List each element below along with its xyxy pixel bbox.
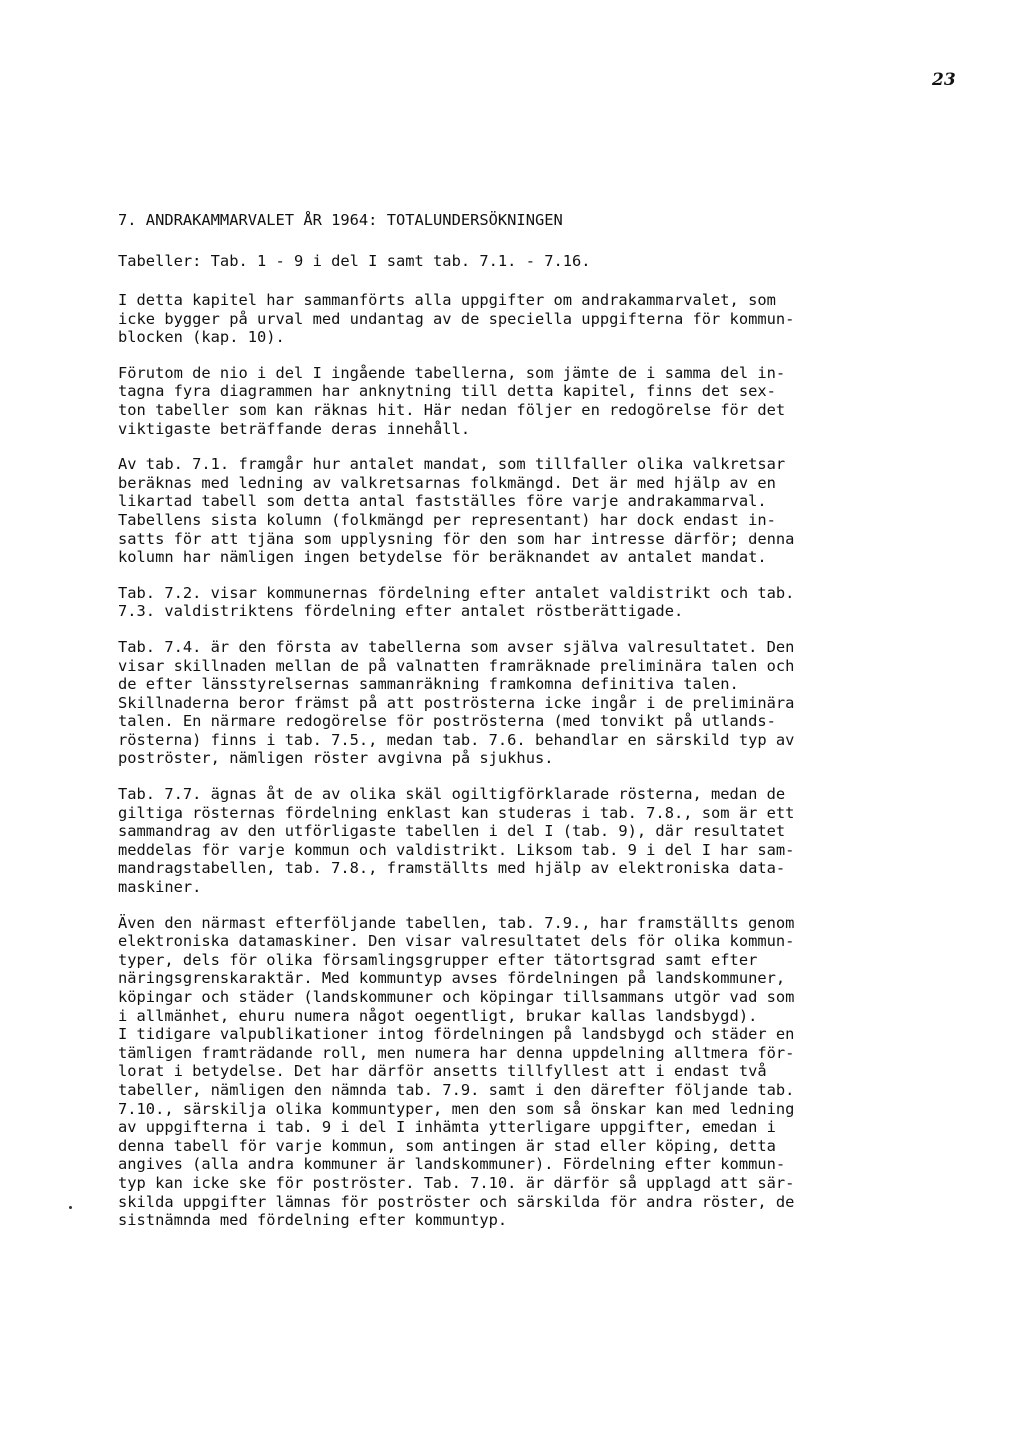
text-line: visar skillnaden mellan de på valnatten framräknade preliminära talen och xyxy=(118,656,795,675)
text-line: maskiner. xyxy=(118,878,202,897)
text-line: I detta kapitel har sammanförts alla uppgifter om andrakammarvalet, som xyxy=(118,291,776,309)
text-line: de efter länsstyrelsernas sammanräkning framkomna definitiva talen. xyxy=(118,675,739,694)
text-line: i allmänhet, ehuru numera något oegentligt, brukar kallas landsbygd). xyxy=(118,1006,758,1025)
text-line: elektroniska datamaskiner. Den visar valresultatet dels för olika kommun- xyxy=(118,932,795,951)
text-line: av uppgifterna i tab. 9 i del I inhämta ytterligare uppgifter, emedan i xyxy=(118,1118,776,1137)
text-line: Tab. 7.4. är den första av tabellerna som avser själva valresultatet. Den xyxy=(118,637,795,656)
text-line: tämligen framträdande roll, men numera har denna uppdelning alltmera för- xyxy=(118,1043,795,1062)
page-content xyxy=(118,210,948,1247)
text-line: rösterna) finns i tab. 7.5., medan tab. 7.6. behandlar en särskild typ av xyxy=(118,730,795,749)
text-line: beräknas med ledning av valkretsarnas folkmängd. Det är med hjälp av en xyxy=(118,473,776,492)
text-line: typ kan icke ske för poströster. Tab. 7.10. är därför så upplagd att sär- xyxy=(118,1173,795,1192)
text-line: 7.3. valdistriktens fördelning efter antalet röstberättigade. xyxy=(118,602,684,621)
paragraph xyxy=(118,638,948,768)
text-line: sammandrag av den utförligaste tabellen i del I (tab. 9), där resultatet xyxy=(118,822,786,841)
body-paragraphs xyxy=(118,291,948,1230)
text-line: tagna fyra diagrammen har anknytning till detta kapitel, finns det sex- xyxy=(118,382,776,401)
text-line: skilda uppgifter lämnas för poströster och särskilda för andra röster, de xyxy=(118,1192,795,1211)
text-line: Skillnaderna beror främst på att poströsterna icke ingår i de preliminära xyxy=(118,693,795,712)
scan-speck xyxy=(69,1206,72,1209)
section-heading: 7. ANDRAKAMMARVALET ÅR 1964: TOTALUNDERSÖKNINGEN xyxy=(118,211,563,229)
text-line: Tab. 7.2. visar kommunernas fördelning efter antalet valdistrikt och tab. xyxy=(118,583,795,602)
text-line: Av tab. 7.1. framgår hur antalet mandat, som tillfaller olika valkretsar xyxy=(118,455,786,474)
text-line: köpingar och städer (landskommuner och köpingar tillsammans utgör vad som xyxy=(118,988,795,1006)
text-line: I tidigare valpublikationer intog fördelningen på landsbygd och städer en xyxy=(118,1025,795,1044)
text-line: denna tabell för varje kommun, som antingen är stad eller köping, detta xyxy=(118,1136,776,1155)
text-line: blocken (kap. 10). xyxy=(118,328,285,347)
paragraph xyxy=(118,584,948,621)
paragraph xyxy=(118,785,948,897)
paragraph xyxy=(118,914,948,1230)
text-line: mandragstabellen, tab. 7.8., framställts med hjälp av elektroniska data- xyxy=(118,859,786,878)
text-line: lorat i betydelse. Det har därför ansetts tillfyllest att i endast två xyxy=(118,1062,767,1081)
paragraph xyxy=(118,364,948,438)
text-line: typer, dels för olika församlingsgrupper efter tätortsgrad samt efter xyxy=(118,950,758,969)
paragraph xyxy=(118,291,948,347)
text-line: näringsgrenskaraktär. Med kommuntyp avses fördelningen på landskommuner, xyxy=(118,969,786,988)
text-line: angives (alla andra kommuner är landskommuner). Fördelning efter kommun- xyxy=(118,1155,786,1174)
tables-reference: Tabeller: Tab. 1 - 9 i del I samt tab. 7.1. - 7.16. xyxy=(118,252,591,270)
text-line: kolumn har nämligen ingen betydelse för beräknandet av antalet mandat. xyxy=(118,548,767,567)
text-line: icke bygger på urval med undantag av de speciella uppgifterna för kommun- xyxy=(118,309,795,328)
text-line: meddelas för varje kommun och valdistrikt. Liksom tab. 9 i del I har sam- xyxy=(118,840,795,859)
paragraph xyxy=(118,455,948,567)
text-line: 7.10., särskilja olika kommuntyper, men den som så önskar kan med ledning xyxy=(118,1099,795,1118)
text-line: poströster, nämligen röster avgivna på sjukhus. xyxy=(118,749,554,768)
text-line: sistnämnda med fördelning efter kommuntyp. xyxy=(118,1211,508,1230)
text-line: Förutom de nio i del I ingående tabellerna, som jämte de i samma del in- xyxy=(118,363,786,382)
text-line: Även den närmast efterföljande tabellen, tab. 7.9., har framställts genom xyxy=(118,913,795,932)
text-line: giltiga rösternas fördelning enklast kan studeras i tab. 7.8., som är ett xyxy=(118,803,795,822)
text-line: Tab. 7.7. ägnas åt de av olika skäl ogiltigförklarade rösterna, medan de xyxy=(118,785,786,804)
text-line: viktigaste beträffande deras innehåll. xyxy=(118,419,471,438)
text-line: likartad tabell som detta antal fastställes före varje andrakammarval. xyxy=(118,492,767,511)
page-number: 23 xyxy=(932,70,956,90)
text-line: Tabellens sista kolumn (folkmängd per representant) har dock endast in- xyxy=(118,510,776,529)
text-line: satts för att tjäna som upplysning för den som har intresse därför; denna xyxy=(118,529,795,548)
text-line: tabeller, nämligen den nämnda tab. 7.9. samt i den därefter följande tab. xyxy=(118,1080,795,1099)
text-line: ton tabeller som kan räknas hit. Här nedan följer en redogörelse för det xyxy=(118,400,786,419)
text-line: talen. En närmare redogörelse för poströsterna (med tonvikt på utlands- xyxy=(118,712,776,731)
